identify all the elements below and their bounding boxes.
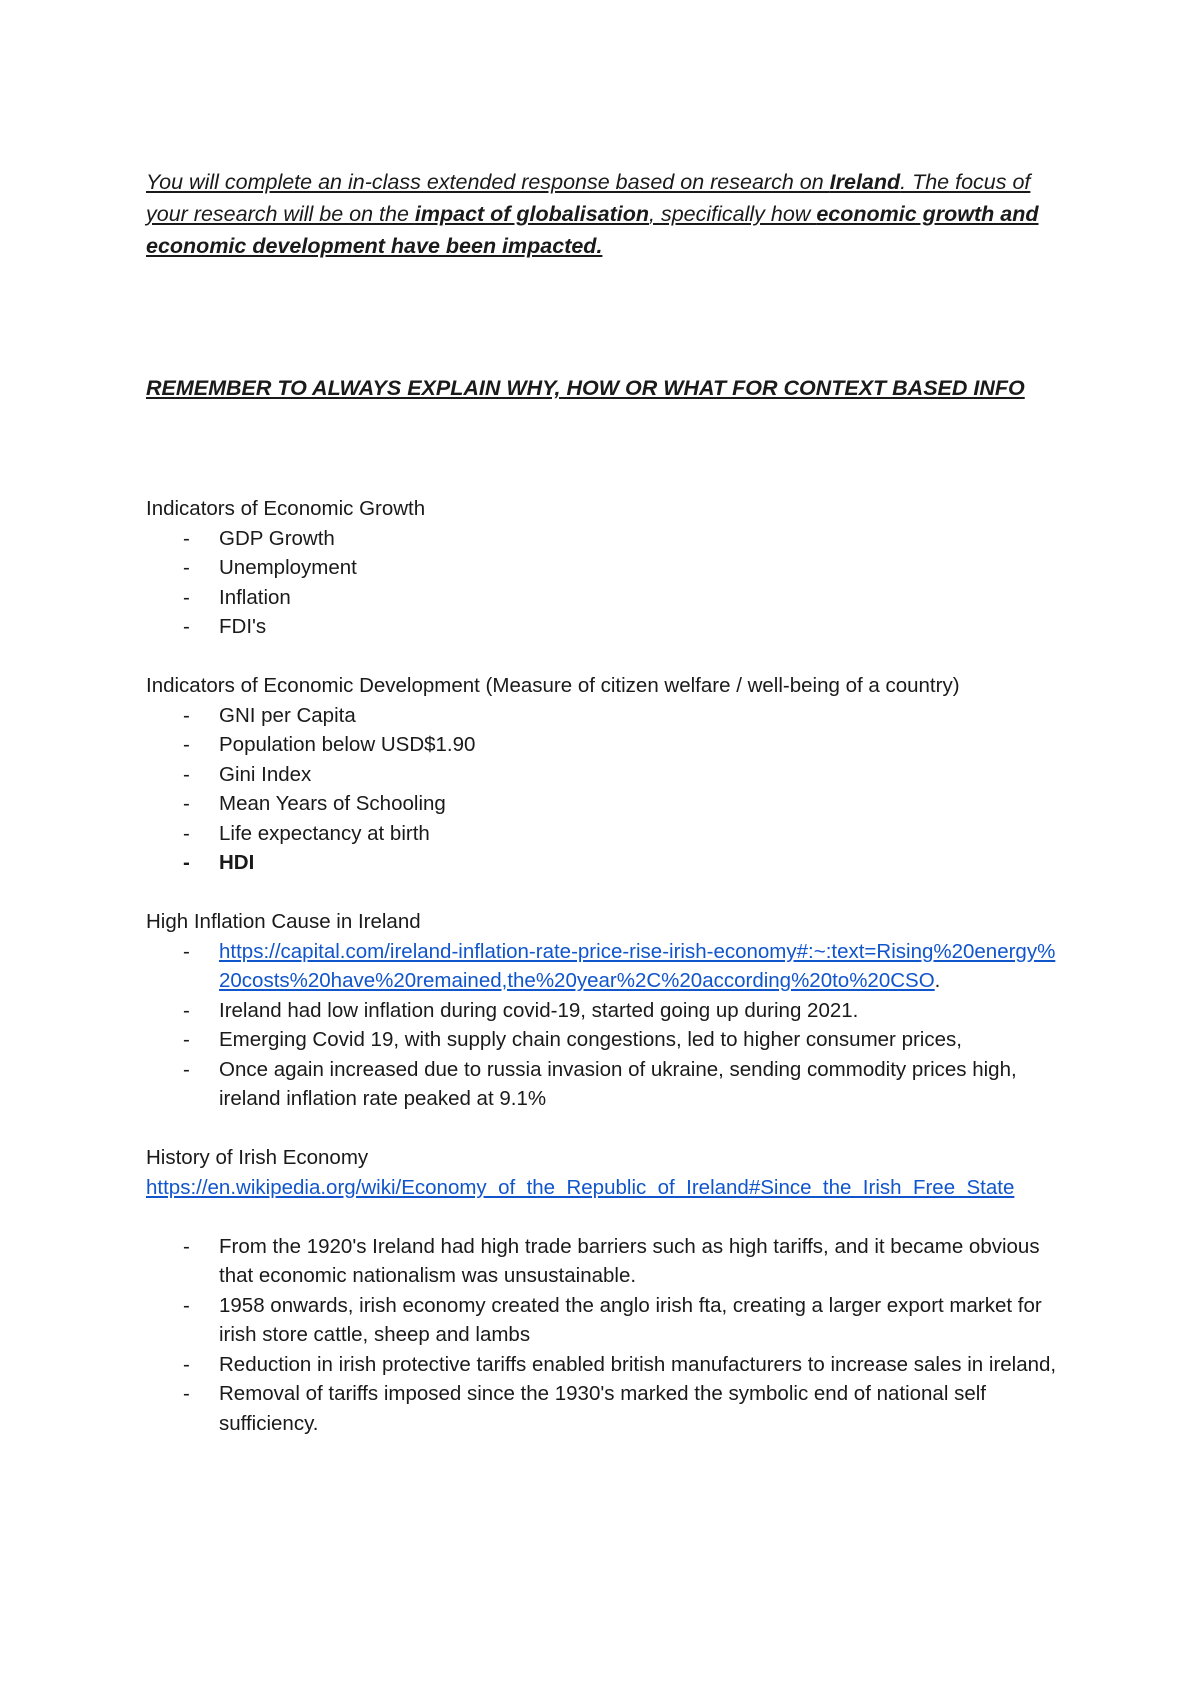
list-item: - FDI's [146,612,1066,642]
list-item-link [146,937,1066,996]
list-item: - Emerging Covid 19, with supply chain congestions, led to higher consumer prices, [146,1025,1066,1055]
capital-com-link[interactable]: https://capital.com/ireland-inflation-rate-price-rise-irish-economy#:~:text=Rising%20energy%20costs%20have%20remained,the%20year%2C%20according%20to%20CSO [219,939,1056,992]
list-item: - GNI per Capita [146,701,1066,731]
link-suffix: . [934,969,941,992]
intro-bold-growth-development: economic growth and economic development have been impacted. [146,202,1039,258]
intro-text-1: You will complete an in-class extended response based on research on [146,170,830,194]
intro-bold-ireland: Ireland [829,170,901,194]
inflation-heading: High Inflation Cause in Ireland [146,910,421,933]
list-item: - GDP Growth [146,524,1066,554]
list-item: - Reduction in irish protective tariffs enabled british manufacturers to increase sales in ireland, [146,1350,1066,1380]
inflation-list [146,937,1066,1114]
development-list [146,701,1066,878]
growth-heading: Indicators of Economic Growth [146,497,426,520]
list-item: - Life expectancy at birth [146,819,1066,849]
wikipedia-link[interactable]: https://en.wikipedia.org/wiki/Economy_of_the_Republic_of_Ireland#Since_the_Irish_Free_State [146,1175,1015,1199]
list-item: - Once again increased due to russia invasion of ukraine, sending commodity prices high, ireland inflation rate peaked at 9.1% [146,1055,1066,1114]
list-item: - Unemployment [146,553,1066,583]
intro-text-3: , specifically how [649,202,817,226]
list-item: - 1958 onwards, irish economy created the anglo irish fta, creating a larger export market for irish store cattle, sheep and lambs [146,1291,1066,1350]
history-link-line [146,1173,1066,1203]
list-item: - Mean Years of Schooling [146,789,1066,819]
list-item: - From the 1920's Ireland had high trade barriers such as high tariffs, and it became obvious that economic nationalism was unsustainable. [146,1232,1066,1291]
list-item-hdi: - HDI [146,848,1066,878]
list-item: - Removal of tariffs imposed since the 1930's marked the symbolic end of national self sufficiency. [146,1379,1066,1438]
growth-section [146,494,1066,642]
growth-list [146,524,1066,642]
history-list [146,1232,1066,1439]
intro-paragraph [146,166,1066,262]
document-page [146,166,1066,1438]
history-section [146,1143,1066,1438]
list-item: - Ireland had low inflation during covid-19, started going up during 2021. [146,996,1066,1026]
development-heading: Indicators of Economic Development (Measure of citizen welfare / well-being of a country) [146,674,960,697]
inflation-section [146,907,1066,1114]
development-section [146,671,1066,878]
intro-bold-globalisation: impact of globalisation [414,202,650,226]
list-item: - Inflation [146,583,1066,613]
history-heading: History of Irish Economy [146,1146,369,1169]
intro-text-2: . The focus of your research will be on the [146,170,1031,226]
remember-note: REMEMBER TO ALWAYS EXPLAIN WHY, HOW OR WHAT FOR CONTEXT BASED INFO [146,376,1025,400]
list-item: - Population below USD$1.90 [146,730,1066,760]
list-item: - Gini Index [146,760,1066,790]
